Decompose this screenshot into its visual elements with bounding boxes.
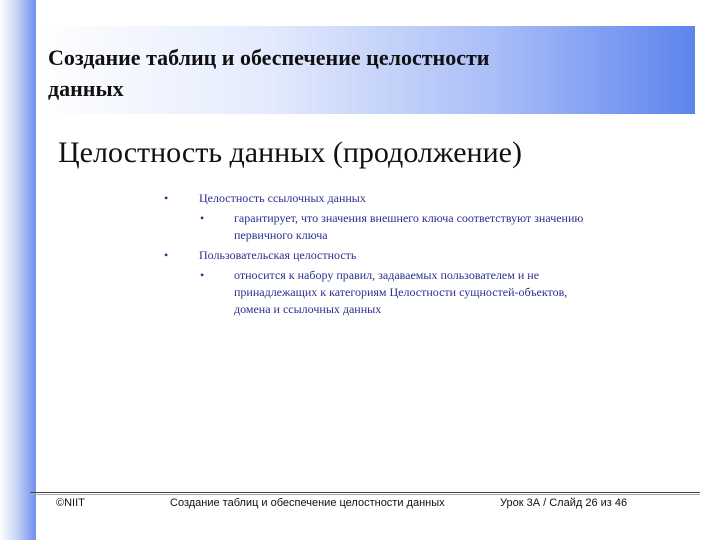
sub-bullet-item-user-defined	[160, 267, 660, 318]
bullet-item-referential	[160, 190, 660, 207]
sub-bullet-item-referential	[160, 210, 660, 244]
bullet-text-line-2: первичного ключа	[234, 228, 328, 242]
footer-divider-shadow	[30, 494, 700, 495]
bullet-list	[160, 190, 660, 321]
bullet-item-user-defined	[160, 247, 660, 264]
bullet-marker: •	[164, 191, 169, 205]
slide-title-line-2: данных	[48, 76, 124, 101]
slide-title-line-1: Создание таблиц и обеспечение целостности	[48, 45, 490, 70]
footer-divider	[30, 492, 700, 493]
bullet-marker: •	[164, 248, 169, 262]
bullet-text-line-3: домена и ссылочных данных	[234, 302, 382, 316]
bullet-text-line-1: гарантирует, что значения внешнего ключа соответствуют значению	[234, 211, 584, 225]
bullet-text-line-2: принадлежащих к категориям Целостности сущностей-объектов,	[234, 285, 568, 299]
bullet-text-line-1: относится к набору правил, задаваемых пользователем и не	[234, 268, 540, 282]
left-decorative-bar	[0, 0, 36, 540]
bullet-text: Целостность ссылочных данных	[199, 191, 366, 205]
footer-course-title: Создание таблиц и обеспечение целостности данных	[170, 497, 445, 509]
footer-slide-number: Урок 3А / Слайд 26 из 46	[500, 497, 628, 509]
footer-copyright: ©NIIT	[56, 497, 85, 509]
slide-title	[48, 42, 648, 104]
bullet-marker: •	[200, 211, 205, 225]
bullet-text: Пользовательская целостность	[199, 248, 357, 262]
bullet-marker: •	[200, 268, 205, 282]
slide-subtitle: Целостность данных (продолжение)	[58, 136, 522, 169]
